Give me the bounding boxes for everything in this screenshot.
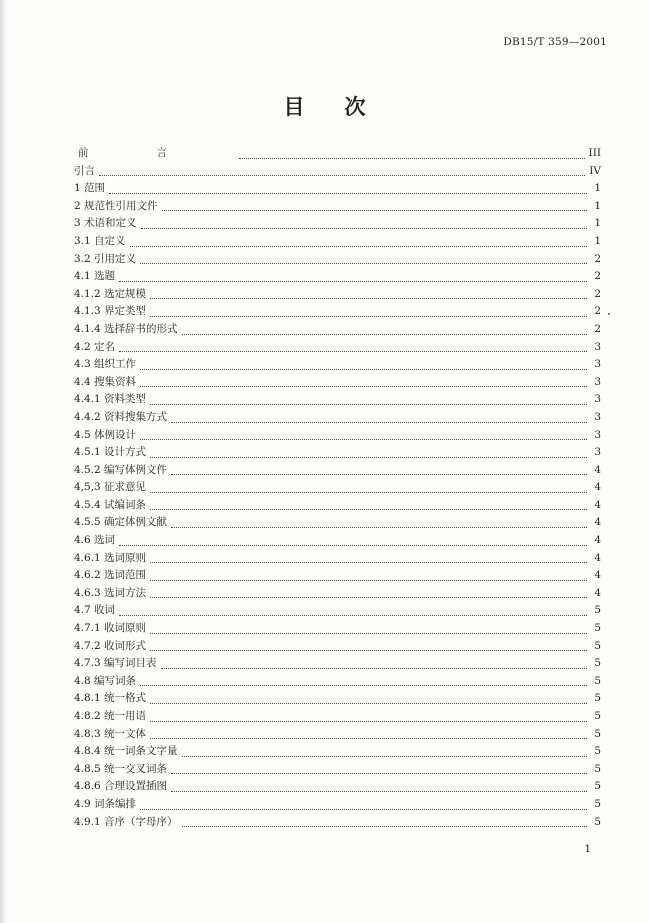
toc-entry-page: 5 (594, 780, 601, 793)
toc-entry[interactable] (74, 391, 601, 409)
toc-entry[interactable] (74, 356, 601, 374)
toc-entry[interactable] (74, 374, 601, 392)
toc-dot-leader (150, 632, 587, 634)
toc-entry[interactable] (74, 145, 601, 163)
toc-dot-leader (150, 403, 587, 405)
toc-dot-leader (140, 808, 587, 810)
toc-entry-page: 3 (594, 393, 601, 406)
toc-entry-page: 3 (594, 428, 601, 441)
toc-entry[interactable] (74, 514, 601, 532)
toc-entry-label: 4.6.1 选词原则 (74, 551, 147, 564)
toc-dot-leader (130, 245, 587, 247)
toc-entry[interactable] (74, 638, 601, 656)
scan-speck (608, 313, 610, 315)
toc-entry[interactable] (74, 427, 601, 445)
toc-entry-page: 4 (594, 463, 601, 476)
toc-entry-page: 5 (594, 710, 601, 722)
toc-entry-label: 4.1.3 界定类型 (74, 305, 147, 318)
toc-entry[interactable] (74, 673, 601, 691)
toc-entry-label: 4.7.2 收词形式 (74, 639, 147, 652)
toc-entry-label: 4.9.1 音序（字母序） (74, 815, 178, 828)
toc-entry-label: 2 规范性引用文件 (74, 199, 158, 212)
toc-entry-label: 4.8.5 统一交叉词条 (74, 762, 168, 775)
toc-entry-label: 4.5.4 试编词条 (74, 498, 147, 511)
toc-entry-label: 引言 (74, 164, 95, 177)
toc-entry[interactable] (74, 286, 601, 304)
toc-entry-label: 4.4.2 资料搜集方式 (74, 410, 168, 423)
toc-entry[interactable] (74, 198, 601, 216)
toc-entry-page: 5 (594, 657, 601, 670)
toc-entry-page: 4 (594, 498, 601, 511)
toc-entry[interactable] (74, 814, 601, 832)
title-char-2: 次 (344, 94, 366, 119)
toc-entry-page: 4 (594, 481, 601, 494)
toc-entry-label: 1 范围 (74, 182, 106, 195)
toc-entry-label: 4.4 搜集资料 (74, 375, 137, 388)
toc-dot-leader (171, 473, 587, 475)
toc-dot-leader (182, 333, 587, 335)
toc-entry-label: 4.6 选词 (74, 534, 116, 547)
toc-entry-page: 5 (594, 622, 601, 635)
toc-entry-page: 4 (594, 551, 601, 564)
toc-entry-page: 5 (594, 797, 601, 810)
page-title (0, 91, 649, 121)
toc-dot-leader (150, 702, 587, 704)
toc-entry[interactable] (74, 602, 601, 620)
toc-dot-leader (150, 297, 587, 299)
toc-entry-label: 4.2 定名 (74, 340, 116, 353)
toc-entry-label: 4.8.1 统一格式 (74, 692, 147, 705)
toc-entry-page: 5 (594, 692, 601, 705)
toc-entry-page: 5 (594, 604, 601, 617)
toc-dot-leader (140, 385, 587, 387)
toc-entry-label: 4.8.2 统一用语 (74, 710, 147, 722)
toc-entry-page: 3 (594, 410, 601, 423)
toc-entry[interactable] (74, 796, 601, 814)
toc-entry[interactable] (74, 479, 601, 497)
scan-edge-shadow (0, 0, 8, 923)
toc-dot-leader (119, 544, 587, 546)
toc-entry-page: 3 (594, 375, 601, 388)
toc-entry[interactable] (74, 550, 601, 568)
toc-entry-label: 4.6.2 选词范围 (74, 569, 147, 582)
toc-entry-page: 1 (594, 182, 601, 195)
toc-entry-page: 4 (594, 516, 601, 529)
toc-entry[interactable] (74, 233, 601, 251)
toc-entry-label: 4.8.4 统一词条文字量 (74, 745, 178, 758)
toc-entry-label: 4.8.6 合理设置插图 (74, 780, 168, 793)
toc-entry-label: 3 术语和定义 (74, 217, 137, 230)
toc-entry[interactable] (74, 778, 601, 796)
toc-dot-leader (140, 438, 587, 440)
toc-dot-leader (140, 368, 587, 370)
toc-entry-page: 2 (594, 322, 601, 335)
toc-entry-label: 4.5.2 编写体例文件 (74, 463, 168, 476)
toc-entry-label: 4.5.1 设计方式 (74, 446, 147, 459)
toc-entry-page: 3 (594, 340, 601, 353)
toc-entry[interactable] (74, 321, 601, 339)
toc-entry[interactable] (74, 585, 601, 603)
toc-dot-leader (171, 421, 587, 423)
toc-dot-leader (109, 192, 587, 194)
toc-entry-page: 5 (594, 674, 601, 687)
toc-entry-page: 4 (594, 569, 601, 582)
toc-entry-label: 4.1.4 选择辞书的形式 (74, 322, 178, 335)
toc-entry[interactable] (74, 215, 601, 233)
toc-entry-label: 4.5.5 确定体例文献 (74, 516, 168, 529)
toc-entry-label: 4.3 组织工作 (74, 358, 137, 371)
toc-entry-label: 3.1 自定义 (74, 234, 126, 247)
toc-entry-page: 3 (594, 358, 601, 371)
toc-entry-label: 4.1 选题 (74, 270, 116, 283)
toc-entry[interactable] (74, 462, 601, 480)
toc-entry-page: 2 (594, 305, 601, 318)
toc-entry-label: 4.6.3 选词方法 (74, 586, 147, 599)
toc-dot-leader (150, 720, 587, 722)
toc-dot-leader (171, 526, 587, 528)
toc-entry-page: 1 (594, 199, 601, 212)
toc-entry-page: IV (589, 164, 601, 177)
toc-entry[interactable] (74, 761, 601, 779)
toc-entry-label: 4.8 编写词条 (74, 674, 137, 687)
toc-entry[interactable] (74, 620, 601, 638)
toc-entry[interactable] (74, 268, 601, 286)
table-of-contents (74, 145, 601, 831)
toc-dot-leader (182, 755, 587, 757)
toc-entry-page: 5 (594, 727, 601, 740)
toc-entry-page: 5 (594, 815, 601, 828)
toc-entry[interactable] (74, 303, 601, 321)
toc-entry-page: 2 (594, 252, 601, 265)
toc-entry-label: 4.8.3 统一文体 (74, 727, 147, 740)
toc-dot-leader (150, 508, 587, 510)
toc-dot-leader (119, 614, 587, 616)
toc-entry[interactable] (74, 409, 601, 427)
toc-dot-leader (182, 825, 587, 827)
toc-entry-page: 5 (594, 745, 601, 758)
toc-entry-label: 4.7.1 收词原则 (74, 622, 147, 635)
toc-entry[interactable] (74, 655, 601, 673)
toc-dot-leader (150, 596, 587, 598)
toc-entry-page: 1 (594, 234, 601, 247)
toc-dot-leader (150, 737, 587, 739)
toc-entry-page: 3 (594, 446, 601, 459)
toc-entry[interactable] (74, 339, 601, 357)
toc-entry-label: 前言 (78, 147, 235, 159)
toc-entry-page: 5 (594, 639, 601, 652)
toc-dot-leader (150, 456, 587, 458)
toc-entry-label: 4.7 收词 (74, 604, 116, 617)
toc-entry-label: 4.4.1 资料类型 (74, 393, 147, 406)
toc-dot-leader (140, 262, 587, 264)
toc-dot-leader (150, 579, 587, 581)
page-number: 1 (584, 843, 591, 855)
toc-entry[interactable] (74, 690, 601, 708)
toc-dot-leader (119, 280, 587, 282)
toc-entry[interactable] (74, 532, 601, 550)
toc-dot-leader (150, 491, 587, 493)
toc-entry[interactable] (74, 251, 601, 269)
toc-entry[interactable] (74, 180, 601, 198)
toc-entry-page: 1 (594, 217, 601, 230)
toc-entry-label: 4,5,3 征求意见 (74, 481, 147, 494)
toc-dot-leader (150, 315, 587, 317)
toc-entry[interactable] (74, 567, 601, 585)
toc-entry[interactable] (74, 726, 601, 744)
toc-entry[interactable] (74, 163, 601, 181)
toc-dot-leader (150, 561, 587, 563)
toc-entry-label: 3.2 引用定义 (74, 252, 137, 265)
toc-entry[interactable] (74, 743, 601, 761)
toc-dot-leader (119, 350, 587, 352)
toc-dot-leader (162, 209, 587, 211)
toc-entry-label: 4.9 词条编排 (74, 797, 137, 810)
toc-entry[interactable] (74, 497, 601, 515)
toc-entry[interactable] (74, 708, 601, 726)
toc-entry-page: 2 (594, 287, 601, 300)
toc-entry[interactable] (74, 444, 601, 462)
toc-entry-page: 4 (594, 534, 601, 547)
toc-entry-label: 4.1.2 选定规模 (74, 287, 147, 300)
title-char-1: 目 (283, 94, 305, 119)
toc-entry-page: 2 (594, 270, 601, 283)
toc-entry-page: 4 (594, 586, 601, 599)
toc-entry-page: III (588, 147, 601, 159)
toc-dot-leader (99, 174, 585, 176)
toc-entry-label: 4.7.3 编写词目表 (74, 657, 157, 670)
toc-dot-leader (150, 649, 587, 651)
toc-dot-leader (161, 667, 587, 669)
toc-entry-page: 5 (594, 762, 601, 775)
toc-dot-leader (171, 790, 587, 792)
toc-dot-leader (141, 227, 587, 229)
toc-dot-leader (239, 157, 585, 159)
toc-dot-leader (140, 684, 587, 686)
document-code: DB15/T 359—2001 (503, 36, 607, 48)
toc-entry-label: 4.5 体例设计 (74, 428, 137, 441)
toc-dot-leader (171, 772, 587, 774)
